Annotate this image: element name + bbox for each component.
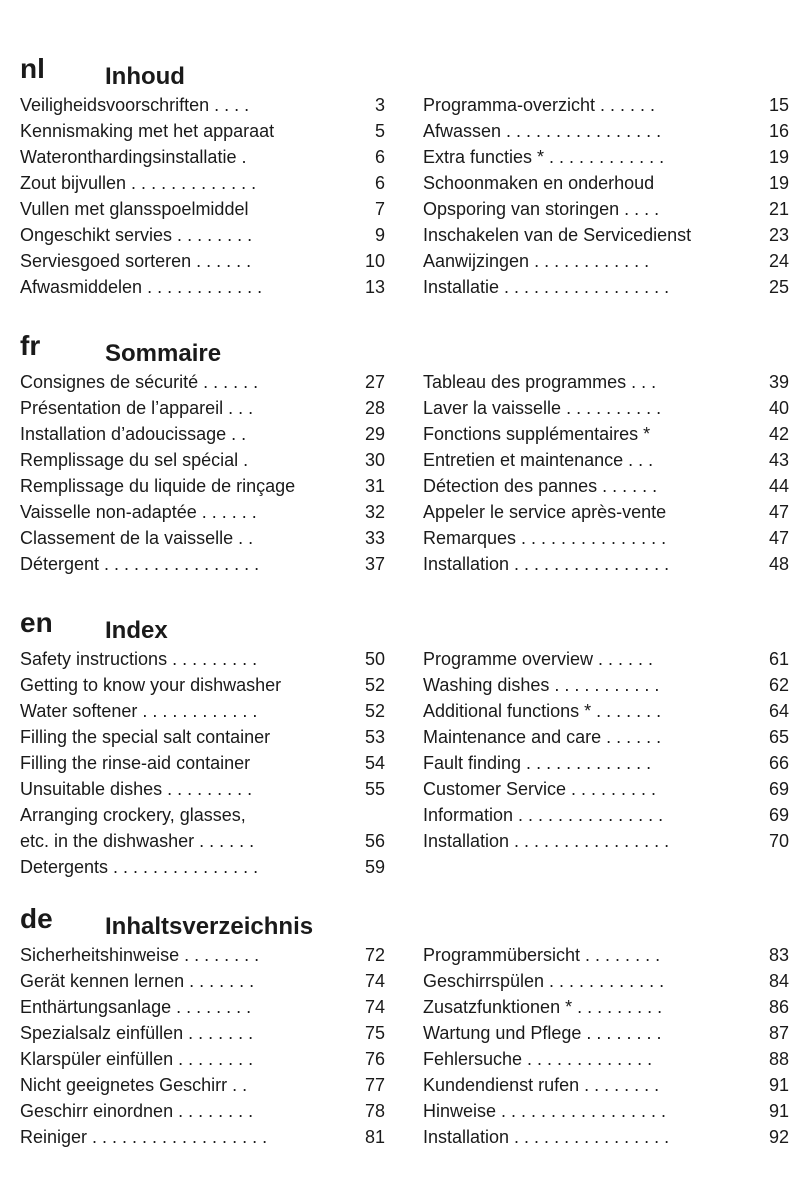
toc-entry-text: Sicherheitshinweise . . . . . . . . [20,945,260,965]
toc-entry-page: 30 [364,450,385,470]
toc-entry-text: Aanwijzingen . . . . . . . . . . . . [423,251,650,271]
toc-entry-page: 64 [768,701,789,721]
section-header [0,52,808,92]
toc-entry [20,499,385,525]
toc-entry-text: Opsporing van storingen . . . . [423,199,660,219]
toc-entry-page: 6 [374,173,385,193]
toc-entry [423,942,789,968]
toc-entry-page: 7 [374,199,385,219]
toc-entry [20,551,385,577]
toc-entry-text: Détergent . . . . . . . . . . . . . . . . [20,554,260,574]
toc-entry [423,968,789,994]
toc-entry [423,92,789,118]
toc-entry-text: Extra functies * . . . . . . . . . . . . [423,147,665,167]
toc-column-left [20,369,385,577]
toc-entry-text: Installation . . . . . . . . . . . . . . . . [423,1127,670,1147]
section-nl [0,52,808,297]
toc-entry [423,1072,789,1098]
toc-column-right [423,92,789,300]
toc-entry-text: Customer Service . . . . . . . . . [423,779,657,799]
toc-entry-text: Ongeschikt servies . . . . . . . . [20,225,253,245]
toc-entry-page: 55 [364,779,385,799]
toc-entry-text: Détection des pannes . . . . . . [423,476,658,496]
toc-entry [423,447,789,473]
toc-entry [20,1124,385,1150]
toc-entry [20,196,385,222]
toc-entry [20,802,385,854]
toc-entry-page: 10 [364,251,385,271]
toc-entry-page: 3 [374,95,385,115]
toc-entry [423,248,789,274]
toc-entry-page: 84 [768,971,789,991]
toc-entry [423,1124,789,1150]
toc-entry [20,1072,385,1098]
toc-entry-text-line2: etc. in the dishwasher . . . . . . [20,831,255,851]
language-code: nl [20,53,45,84]
toc-entry-text: Hinweise . . . . . . . . . . . . . . . . . [423,1101,667,1121]
toc-entry-page: 52 [364,675,385,695]
toc-entry-page: 16 [768,121,789,141]
toc-entry [20,646,385,672]
toc-column-right [423,646,789,854]
language-code: fr [20,330,41,361]
toc-entry [20,854,385,880]
toc-entry [20,274,385,300]
toc-entry-page: 9 [374,225,385,245]
toc-entry-page: 69 [768,779,789,799]
toc-entry [423,646,789,672]
toc-entry-page: 37 [364,554,385,574]
toc-entry-text: Zout bijvullen . . . . . . . . . . . . . [20,173,257,193]
toc-entry [423,473,789,499]
toc-entry [423,118,789,144]
toc-entry [423,499,789,525]
toc-entry-page: 24 [768,251,789,271]
toc-entry [423,802,789,828]
toc-entry-page: 74 [364,971,385,991]
toc-entry-text: Filling the rinse-aid container [20,753,251,773]
toc-entry [20,724,385,750]
toc-column-left [20,942,385,1150]
toc-entry [20,369,385,395]
language-code: de [20,903,53,934]
toc-entry-text: Getting to know your dishwasher [20,675,282,695]
toc-entry-page: 78 [364,1101,385,1121]
toc-entry-page: 27 [364,372,385,392]
toc-entry-text: Afwasmiddelen . . . . . . . . . . . . [20,277,263,297]
toc-entry-text: Additional functions * . . . . . . . [423,701,662,721]
toc-entry-page: 19 [768,147,789,167]
toc-entry-page: 52 [364,701,385,721]
toc-entry-text: Klarspüler einfüllen . . . . . . . . [20,1049,254,1069]
toc-entry [423,421,789,447]
toc-entry-page: 74 [364,997,385,1017]
toc-entry [20,672,385,698]
toc-entry-page: 91 [768,1101,789,1121]
section-fr [0,329,808,574]
toc-entry-page: 83 [768,945,789,965]
toc-entry [423,369,789,395]
toc-entry [20,447,385,473]
toc-entry-page: 65 [768,727,789,747]
toc-entry [20,421,385,447]
toc-entry [20,1020,385,1046]
toc-entry [423,776,789,802]
toc-entry [20,222,385,248]
toc-entry [423,395,789,421]
toc-entry [423,196,789,222]
toc-entry-text: Consignes de sécurité . . . . . . [20,372,259,392]
toc-entry-text: Tableau des programmes . . . [423,372,657,392]
toc-entry-page: 70 [768,831,789,851]
toc-entry-page: 42 [768,424,789,444]
toc-entry-text: Installation d’adoucissage . . [20,424,247,444]
toc-entry-text: Information . . . . . . . . . . . . . . . [423,805,664,825]
section-en [0,606,808,877]
toc-entry-text: Filling the special salt container [20,727,271,747]
toc-entry-page: 61 [768,649,789,669]
section-title: Index [105,617,168,644]
toc-entry-text: Safety instructions . . . . . . . . . [20,649,258,669]
toc-entry [20,698,385,724]
toc-entry [20,776,385,802]
toc-entry-text: Présentation de l’appareil . . . [20,398,254,418]
toc-column-right [423,369,789,577]
toc-entry-page: 91 [768,1075,789,1095]
toc-entry-text: Water softener . . . . . . . . . . . . [20,701,258,721]
toc-entry-page: 44 [768,476,789,496]
toc-entry [423,698,789,724]
toc-entry-text: Programme overview . . . . . . [423,649,654,669]
toc-entry-page: 29 [364,424,385,444]
toc-entry-page: 25 [768,277,789,297]
toc-entry [20,248,385,274]
toc-entry-text: Installatie . . . . . . . . . . . . . . . . . [423,277,670,297]
toc-entry-text: Zusatzfunktionen * . . . . . . . . . [423,997,663,1017]
toc-entry [20,1046,385,1072]
toc-entry-page: 13 [364,277,385,297]
toc-entry-text: Kennismaking met het apparaat [20,121,275,141]
toc-entry-page: 28 [364,398,385,418]
toc-entry [20,525,385,551]
toc-column-left [20,646,385,880]
toc-entry-page: 69 [768,805,789,825]
toc-entry-text: Geschirr einordnen . . . . . . . . [20,1101,254,1121]
toc-entry-page: 77 [364,1075,385,1095]
toc-entry-page: 21 [768,199,789,219]
toc-entry-text: Inschakelen van de Servicedienst [423,225,692,245]
toc-entry-text: Fehlersuche . . . . . . . . . . . . . [423,1049,653,1069]
toc-entry-page: 75 [364,1023,385,1043]
section-title: Inhaltsverzeichnis [105,913,314,940]
toc-entry-page: 59 [364,857,385,877]
toc-entry [20,118,385,144]
section-header [0,329,808,369]
toc-entry [423,274,789,300]
toc-entry-page: 15 [768,95,789,115]
toc-entry-page: 31 [364,476,385,496]
toc-entry-page: 62 [768,675,789,695]
toc-entry-text: Fonctions supplémentaires * [423,424,651,444]
toc-entry-text: Geschirrspülen . . . . . . . . . . . . [423,971,665,991]
toc-entry-text: Detergents . . . . . . . . . . . . . . . [20,857,259,877]
section-header [0,902,808,942]
toc-entry [423,724,789,750]
toc-entry-page: 6 [374,147,385,167]
toc-entry-page: 39 [768,372,789,392]
toc-entry-page: 66 [768,753,789,773]
toc-entry [20,395,385,421]
toc-entry-text: Classement de la vaisselle . . [20,528,254,548]
toc-entry-text: Entretien et maintenance . . . [423,450,654,470]
toc-entry [423,1020,789,1046]
toc-entry-page: 53 [364,727,385,747]
toc-entry [20,1098,385,1124]
toc-entry [20,473,385,499]
toc-entry-text: Unsuitable dishes . . . . . . . . . [20,779,253,799]
toc-entry-page: 72 [364,945,385,965]
section-title: Inhoud [105,63,185,90]
toc-entry-page: 32 [364,502,385,522]
toc-entry [20,92,385,118]
toc-entry-text: Schoonmaken en onderhoud [423,173,655,193]
toc-entry [20,750,385,776]
toc-entry-text: Arranging crockery, glasses, [20,805,246,825]
toc-entry-page: 92 [768,1127,789,1147]
toc-entry [20,994,385,1020]
toc-entry-page: 43 [768,450,789,470]
toc-entry-page: 88 [768,1049,789,1069]
toc-entry-text: Vullen met glansspoelmiddel [20,199,249,219]
toc-entry-page: 47 [768,528,789,548]
toc-entry-page: 54 [364,753,385,773]
toc-column-right [423,942,789,1150]
section-header [0,606,808,646]
toc-entry-text: Wateronthardingsinstallatie . [20,147,247,167]
toc-entry [423,828,789,854]
toc-entry-text: Fault finding . . . . . . . . . . . . . [423,753,652,773]
toc-entry-text: Veiligheidsvoorschriften . . . . [20,95,250,115]
toc-entry-page: 50 [364,649,385,669]
toc-entry-text: Appeler le service après-vente [423,502,667,522]
toc-entry-text: Maintenance and care . . . . . . [423,727,662,747]
toc-entry-text: Vaisselle non-adaptée . . . . . . [20,502,257,522]
language-code: en [20,607,53,638]
toc-entry-text: Washing dishes . . . . . . . . . . . [423,675,660,695]
toc-entry-text: Remplissage du liquide de rinçage [20,476,296,496]
toc-entry [423,1046,789,1072]
toc-entry-page: 40 [768,398,789,418]
toc-entry [20,170,385,196]
toc-entry-page: 33 [364,528,385,548]
toc-entry-text: Remarques . . . . . . . . . . . . . . . [423,528,667,548]
toc-entry-page: 48 [768,554,789,574]
toc-entry-text: Serviesgoed sorteren . . . . . . [20,251,252,271]
toc-entry [423,994,789,1020]
toc-entry-text: Afwassen . . . . . . . . . . . . . . . . [423,121,662,141]
toc-entry-page: 19 [768,173,789,193]
toc-entry [423,525,789,551]
toc-entry [423,1098,789,1124]
toc-entry [20,942,385,968]
toc-entry-text: Spezialsalz einfüllen . . . . . . . [20,1023,254,1043]
toc-entry-page: 5 [374,121,385,141]
toc-entry-page: 76 [364,1049,385,1069]
toc-entry-text: Remplissage du sel spécial . [20,450,249,470]
toc-entry [423,170,789,196]
toc-entry-text: Installation . . . . . . . . . . . . . . . . [423,831,670,851]
toc-entry-text: Programmübersicht . . . . . . . . [423,945,661,965]
toc-entry-page: 47 [768,502,789,522]
section-title: Sommaire [105,340,222,367]
toc-entry [423,144,789,170]
toc-entry-text: Reiniger . . . . . . . . . . . . . . . . . . [20,1127,268,1147]
toc-entry-page: 56 [364,831,385,851]
toc-entry [20,968,385,994]
toc-entry-page: 86 [768,997,789,1017]
toc-entry-text: Wartung und Pflege . . . . . . . . [423,1023,662,1043]
toc-entry [20,144,385,170]
toc-entry-text: Enthärtungsanlage . . . . . . . . [20,997,252,1017]
toc-entry [423,672,789,698]
toc-entry [423,551,789,577]
toc-entry-page: 23 [768,225,789,245]
toc-entry-text: Programma-overzicht . . . . . . [423,95,656,115]
toc-entry-text: Nicht geeignetes Geschirr . . [20,1075,248,1095]
toc-entry-text: Installation . . . . . . . . . . . . . . . . [423,554,670,574]
toc-entry-text: Laver la vaisselle . . . . . . . . . . [423,398,662,418]
toc-entry-text: Gerät kennen lernen . . . . . . . [20,971,255,991]
toc-entry [423,222,789,248]
toc-column-left [20,92,385,300]
toc-entry-page: 87 [768,1023,789,1043]
toc-entry [423,750,789,776]
toc-entry-page: 81 [364,1127,385,1147]
section-de [0,902,808,1147]
toc-entry-text: Kundendienst rufen . . . . . . . . [423,1075,660,1095]
